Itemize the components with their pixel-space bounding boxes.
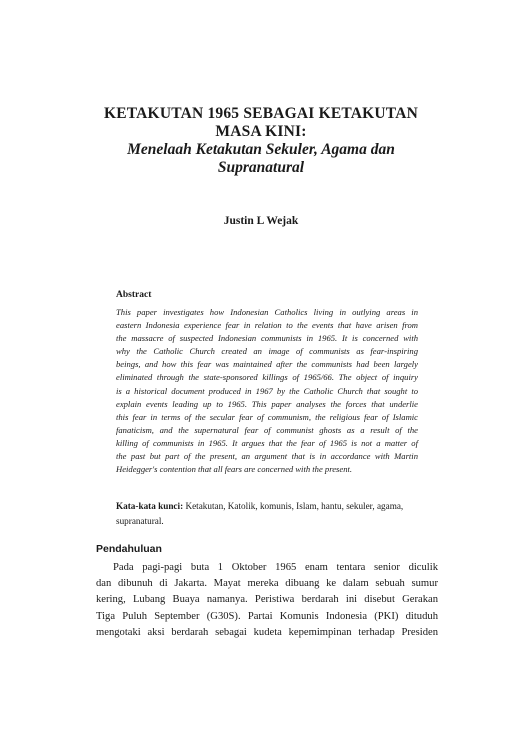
abstract-line: fanaticism, and the supernatural fear of communist ghosts as a result of the <box>116 424 418 435</box>
abstract-line: Heidegger's contention that all fears are concerned with the present. <box>116 464 353 475</box>
abstract-line: explain events leading up to 1965. This paper analyses the forces that underlie <box>116 398 418 409</box>
subtitle-line-1: Menelaah Ketakutan Sekuler, Agama dan <box>127 141 395 158</box>
abstract-line: eliminated through the state-sponsored killings of 1965/66. The object of inquiry <box>116 372 418 383</box>
body-line: dan dibunuh di Jakarta. Mayat mereka dibuang ke dalam sebuah sumur <box>96 578 438 590</box>
abstract-line: why the Catholic Church created an image of communists as fear-inspiring <box>116 346 418 357</box>
abstract-body <box>116 306 418 476</box>
author-name: Justin L Wejak <box>223 215 299 227</box>
body-line: kering, Lubang Buaya namanya. Peristiwa berdarah ini disebut Gerakan <box>96 594 438 606</box>
abstract-line: killing of communists in 1965. It argues that the fear of 1965 is not a matter of <box>116 437 418 448</box>
section-heading: Pendahuluan <box>96 543 162 555</box>
body-line: mengotaki aksi berdarah sebagai kudeta kepemimpinan terhadap Presiden <box>96 626 438 638</box>
article-title <box>60 105 462 177</box>
abstract-line: eastern Indonesia experience fear in relation to the events that have arisen from <box>116 320 418 331</box>
keywords <box>116 499 418 529</box>
keywords-text: Ketakutan, Katolik, komunis, Islam, hantu, sekuler, agama, supranatural. <box>116 501 404 526</box>
title-line-2: MASA KINI: <box>215 123 307 140</box>
subtitle-line-2: Supranatural <box>217 159 305 176</box>
abstract-line: the massacre of suspected Indonesian communists in 1965. It is concerned with <box>116 333 418 344</box>
section-body <box>96 560 438 641</box>
abstract-line: This paper investigates how Indonesian Catholics living in outlying areas in <box>116 307 418 317</box>
abstract-heading: Abstract <box>116 290 152 300</box>
abstract-line: this fear in terms of the secular fear of communism, the religious fear of Islamic <box>116 411 418 422</box>
body-line: Tiga Puluh September (G30S). Partai Komunis Indonesia (PKI) dituduh <box>96 610 438 622</box>
title-line-1: KETAKUTAN 1965 SEBAGAI KETAKUTAN <box>103 105 418 122</box>
keywords-label: Kata-kata kunci: <box>116 501 184 511</box>
abstract-line: the past but part of the present, an argument that is in accordance with Martin <box>116 451 418 462</box>
abstract-line: is a historical document produced in 1967 by the Catholic Church that sought to <box>116 385 418 396</box>
abstract-line: beings, and how this fear was maintained after the communists had been largely <box>116 359 418 370</box>
body-line: Pada pagi-pagi buta 1 Oktober 1965 enam tentara senior diculik <box>113 562 438 573</box>
